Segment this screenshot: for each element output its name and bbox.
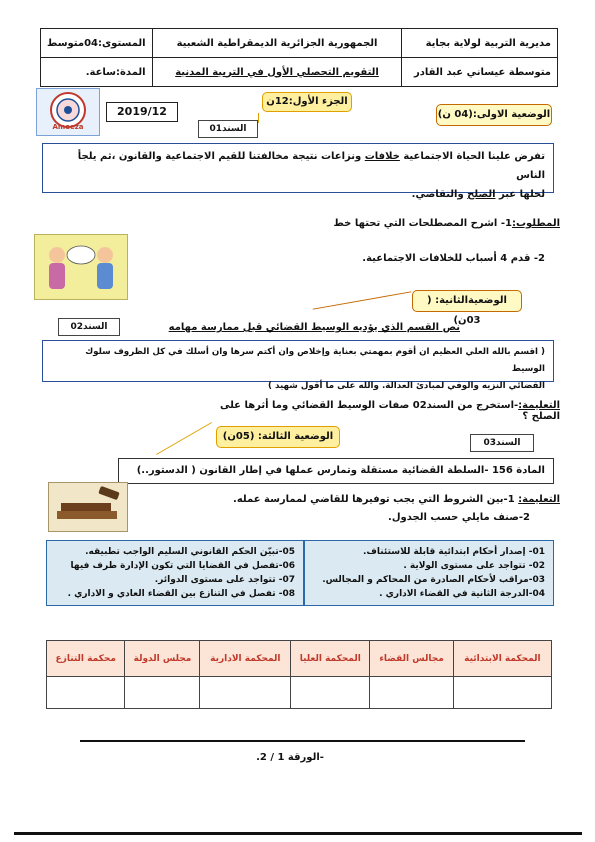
item-06: 06-تفصل في القضايا التي تكون الإدارة طرف فيها — [70, 561, 295, 571]
situation3-label: الوضعية الثالثة: (05ن) — [216, 426, 340, 448]
people-arguing-icon — [35, 235, 127, 299]
instruction-item-1: -استخرج من السند02 صفات الوسيط القضائي وما أثرها على الصلح ؟ — [219, 400, 560, 422]
part-label: الجزء الأول:12ن — [262, 92, 352, 112]
doc3-box — [118, 458, 554, 484]
answer-cell-6[interactable] — [47, 677, 125, 709]
gavel-books-icon — [49, 483, 127, 531]
situation2-label: الوضعيةالثانية: ( 03ن) — [412, 290, 522, 312]
items-right-box — [304, 540, 554, 606]
col-state-council: مجلس الدولة — [125, 641, 200, 677]
instruction-label: التعليمة: — [518, 400, 560, 411]
instruction2-item-1: 1-بين الشروط التي يجب توفيرها للقاضي لممارسة عمله. — [233, 494, 519, 505]
instruction-block — [200, 400, 560, 422]
instruction2-label: التعليمة: — [518, 494, 560, 505]
item-05: 05-تبيّن الحكم القانوني السليم الواجب تطبيقه. — [85, 547, 295, 557]
instruction2-block — [220, 494, 560, 505]
instruction2-item-2: 2-صنف مايلي حسب الجدول. — [388, 512, 530, 523]
logo-text: Ameeza — [52, 123, 84, 131]
required-item-2: 2- قدم 4 أسباب للخلافات الاجتماعية. — [362, 253, 545, 264]
doc1-box: تفرض علينا الحياة الاجتماعية خلافات ونزاعات نتيجة مخالفتنا للقيم الاجتماعية والقانون ،ثم يلجأ الناس لحلها عبر الصلح والتقاضي. — [42, 143, 554, 193]
situation1-label: الوضعية الاولى:(04 ن) — [436, 104, 552, 126]
header-directorate: مديرية التربية لولاية بجاية — [402, 29, 558, 58]
date-box: 2019/12 — [106, 102, 178, 122]
doc3-label: السند03 — [470, 434, 534, 452]
item-08: 08- تفصل في التنازع بين القضاء العادي و الاداري . — [67, 589, 295, 599]
required-block — [200, 218, 560, 229]
header-level: المستوى:04متوسط — [41, 29, 153, 58]
item-02: 02- تتواجد على مستوى الولاية . — [403, 561, 545, 571]
col-first-instance: المحكمة الابتدائية — [453, 641, 551, 677]
col-conflict-court: محكمة التنازع — [47, 641, 125, 677]
item-07: 07- تتواجد على مستوى الدوائر. — [154, 575, 295, 585]
answer-cell-4[interactable] — [200, 677, 291, 709]
item-01: 01- إصدار أحكام ابتدائية قابلة للاستئناف. — [362, 547, 545, 557]
term-conflicts: خلافات — [364, 151, 400, 162]
doc2-title: نص القسم الذي يؤديه الوسيط القضائي قبل ممارسة مهامه — [168, 322, 460, 333]
answer-cell-5[interactable] — [125, 677, 200, 709]
answer-cell-1[interactable] — [453, 677, 551, 709]
col-councils: مجالس القضاء — [370, 641, 453, 677]
col-supreme-court: المحكمة العليا — [291, 641, 370, 677]
header-school: متوسطة عيساني عبد القادر — [402, 58, 558, 87]
header-exam-title: التقويم التحصلي الأول في التربية المدنية — [152, 58, 402, 87]
item-03: 03-مراقب لأحكام الصادرة من المحاكم و المجالس. — [322, 575, 545, 585]
table-header-row — [47, 641, 552, 677]
table-row — [47, 677, 552, 709]
col-admin-court: المحكمة الادارية — [200, 641, 291, 677]
item-04: 04-الدرجة الثانية في القضاء الاداري . — [379, 589, 545, 599]
required-label: المطلوب: — [511, 218, 560, 229]
items-left-box — [46, 540, 304, 606]
header-duration: المدة:ساعة. — [41, 58, 153, 87]
bottom-rule — [14, 832, 582, 835]
doc2-text-line2: القضائي النزيه والوفي لمبادئ العدالة. والله على ما أقول شهيد ) — [267, 381, 545, 391]
doc2-text-line1: ( اقسم بالله العلي العظيم ان أقوم بمهمتي بعناية وإخلاص وان أكتم سرها وان أسلك في كل الظروف سلوك الوسيط — [85, 347, 545, 374]
term-reconciliation: الصلح — [467, 189, 496, 200]
required-item-1: 1- اشرح المصطلحات التي تحتها خط — [333, 218, 512, 229]
illustration-dispute — [34, 234, 128, 300]
classification-table — [46, 640, 552, 709]
footer-page: -الورقة 1 / 2. — [256, 752, 324, 763]
footer-rule — [80, 740, 525, 742]
doc1-label: السند01 — [198, 120, 258, 138]
doc3-text: المادة 156 -السلطة القضائية مستقلة وتمارس عملها في إطار القانون ( الدستور..) — [136, 465, 545, 476]
header-table — [40, 28, 558, 87]
illustration-justice — [48, 482, 128, 532]
answer-cell-2[interactable] — [370, 677, 453, 709]
doc2-box — [42, 340, 554, 391]
answer-cell-3[interactable] — [291, 677, 370, 709]
header-republic: الجمهورية الجزائرية الديمقراطية الشعبية — [152, 29, 402, 58]
school-logo — [36, 88, 100, 136]
doc2-label: السند02 — [58, 318, 120, 336]
